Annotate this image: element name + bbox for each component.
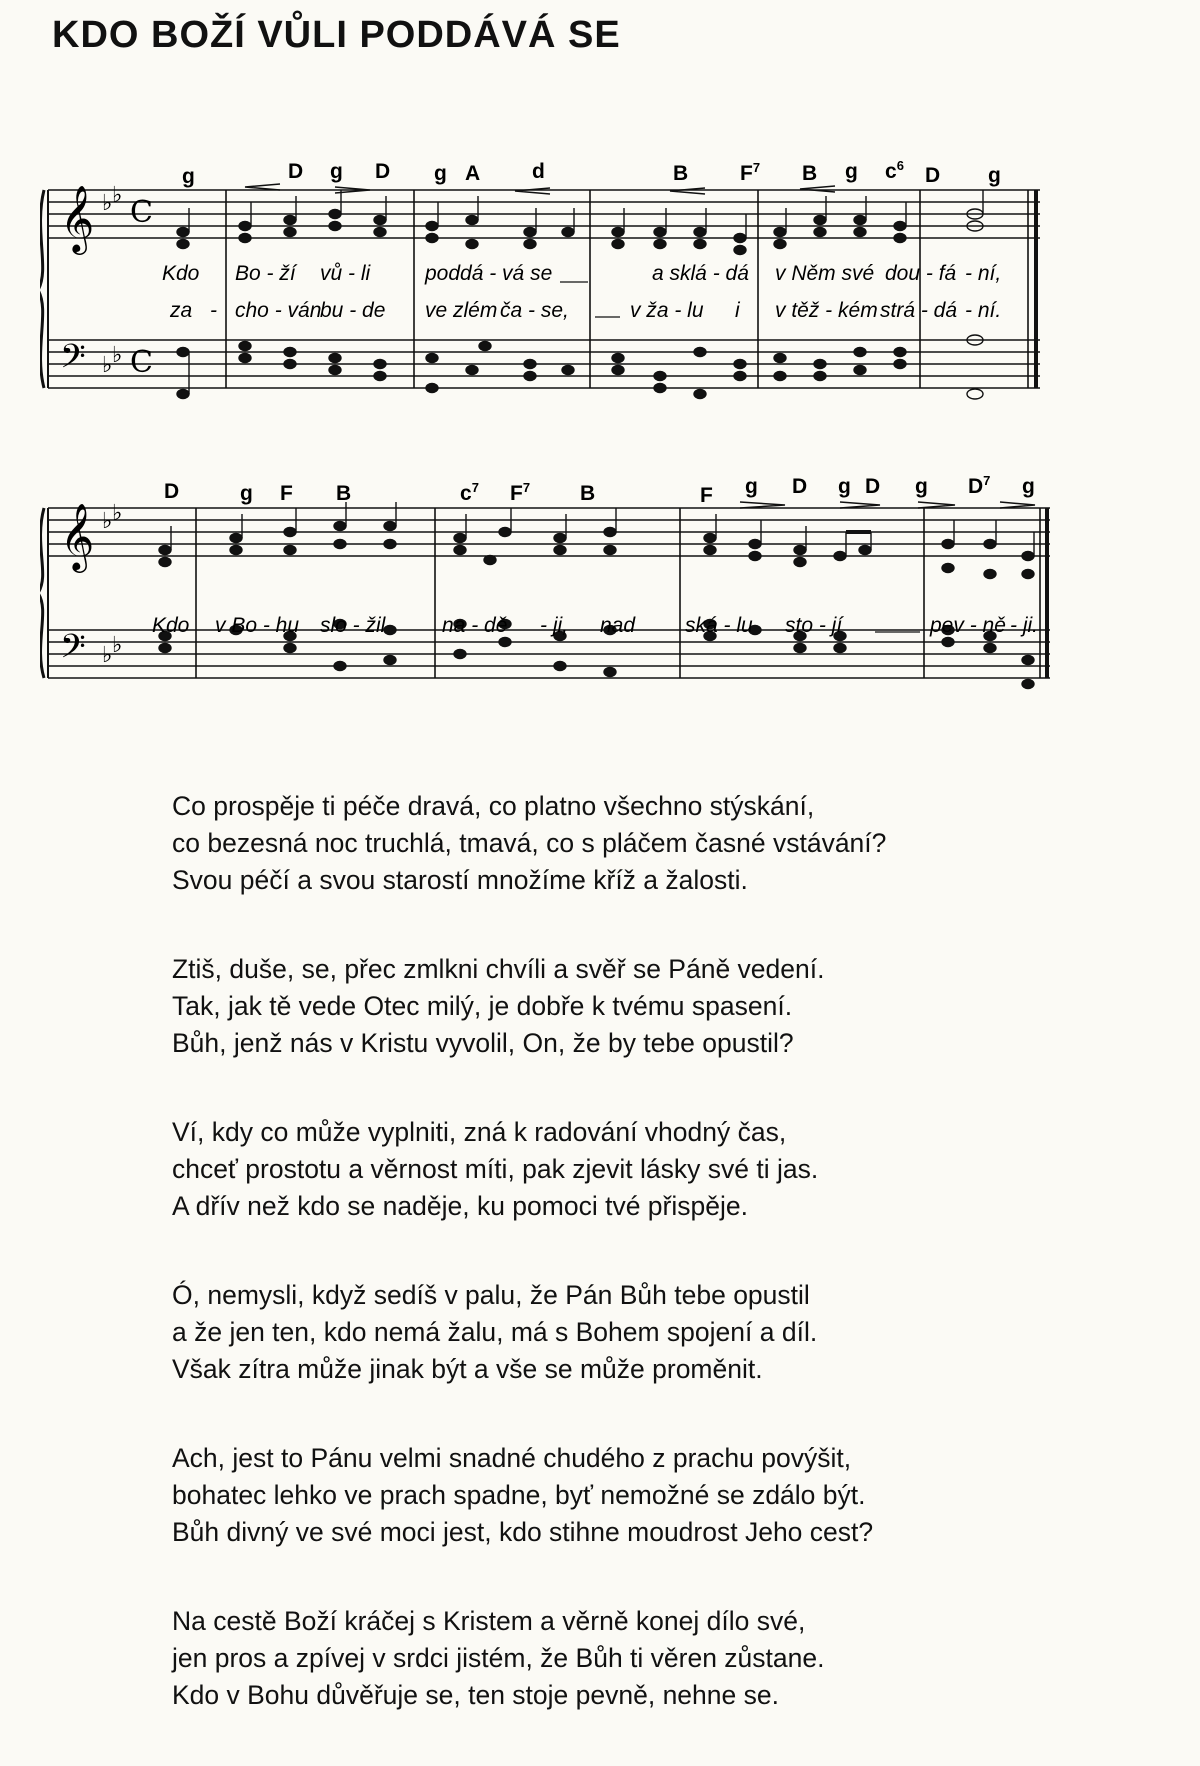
barlines xyxy=(226,190,1036,388)
flat-icon: ♭ xyxy=(102,191,113,216)
lyric: sto - jí xyxy=(785,614,843,637)
flat-icon: ♭ xyxy=(112,183,123,208)
lyric: strá - dá xyxy=(880,299,958,322)
verse-line: bohatec lehko ve prach spadne, byť nemožné se zdálo být. xyxy=(172,1480,866,1510)
treble-notes xyxy=(177,190,983,255)
chord: g xyxy=(240,482,253,505)
barlines xyxy=(196,508,1047,678)
lyric: v ža - lu xyxy=(630,299,704,322)
verses xyxy=(172,788,1132,1766)
lyric: ská - lu xyxy=(685,614,753,637)
verse-line: Ztiš, duše, se, přec zmlkni chvíli a svěř se Páně vedení. xyxy=(172,954,825,984)
lyric: i xyxy=(735,299,740,322)
verse-line: Ó, nemysli, když sedíš v palu, že Pán Bůh tebe opustil xyxy=(172,1280,810,1310)
chord: $c^6$ xyxy=(885,158,904,183)
verse-line: Co prospěje ti péče dravá, co platno všechno stýskání, xyxy=(172,791,815,821)
lyric: ča - se, xyxy=(500,299,569,322)
chord: B xyxy=(802,162,818,185)
lyric: - ní. xyxy=(965,299,1002,322)
verse xyxy=(172,788,1132,899)
verse-line: Ví, kdy co může vyplniti, zná k radování vhodný čas, xyxy=(172,1117,787,1147)
treble-staff xyxy=(48,190,1040,238)
lyric: dou - fá xyxy=(885,262,957,285)
flat-icon: ♭ xyxy=(112,633,123,658)
lyric: - ji, xyxy=(540,614,568,637)
flat-icon: ♭ xyxy=(102,643,113,668)
lyric: Kdo xyxy=(162,262,200,285)
chord: D xyxy=(164,480,180,503)
chord: $c^7$ xyxy=(460,480,479,505)
chord: g xyxy=(434,162,447,185)
verse xyxy=(172,1277,1132,1388)
verse xyxy=(172,1603,1132,1714)
lyric: ve zlém xyxy=(425,299,498,322)
time-signature-icon: C xyxy=(130,345,153,380)
score-system-1-svg xyxy=(40,150,1140,450)
chord: g xyxy=(330,160,343,183)
chord: D xyxy=(925,164,941,187)
treble-clef-icon: 𝄞 xyxy=(60,502,95,570)
bass-clef-icon: 𝄢 xyxy=(60,338,86,384)
treble-notes xyxy=(159,502,1034,579)
chord: D xyxy=(792,475,808,498)
bass-clef-icon: 𝄢 xyxy=(60,628,86,674)
verse xyxy=(172,1440,1132,1551)
verse-line: Bůh divný ve své moci jest, kdo stihne moudrost Jeho cest? xyxy=(172,1517,874,1547)
verse-line: Však zítra může jinak být a vše se může proměnit. xyxy=(172,1354,763,1384)
lyric: v Něm své xyxy=(775,262,875,285)
verse-line: Na cestě Boží kráčej s Kristem a věrně konej dílo své, xyxy=(172,1606,806,1636)
chord: d xyxy=(532,160,545,183)
flat-icon: ♭ xyxy=(112,501,123,526)
chord: D xyxy=(375,160,391,183)
brace xyxy=(40,508,44,678)
chord: B xyxy=(673,162,689,185)
bass-staff xyxy=(48,340,1040,388)
bass-staff xyxy=(48,630,1050,678)
chord: F xyxy=(280,482,293,505)
verse-line: Bůh, jenž nás v Kristu vyvolil, On, že by tebe opustil? xyxy=(172,1028,794,1058)
chord: g xyxy=(838,475,851,498)
lyric: a sklá - dá xyxy=(652,262,749,285)
chord: $F^7$ xyxy=(510,480,531,505)
flat-icon: ♭ xyxy=(102,353,113,378)
lyric: v Bo - hu xyxy=(215,614,300,637)
lyric: cho - ván xyxy=(235,299,322,322)
lyric: poddá - vá se xyxy=(425,262,553,285)
lyric: slo - žil xyxy=(320,614,386,637)
lyric: Bo - ží xyxy=(235,262,296,285)
lyric: - ji. xyxy=(1010,614,1038,637)
chord: g xyxy=(988,164,1001,187)
hairpins xyxy=(740,502,1035,508)
lyric: bu - de xyxy=(320,299,386,322)
time-signature-icon: C xyxy=(130,195,153,230)
chord: $D^7$ xyxy=(968,473,991,498)
chord: g xyxy=(1022,475,1035,498)
score-system-2-svg xyxy=(40,450,1140,740)
bass-notes xyxy=(177,335,983,399)
verse-line: jen pros a zpívej v srdci jistém, že Bůh ti věren zůstane. xyxy=(172,1643,825,1673)
lyric: v těž - kém xyxy=(775,299,878,322)
chord: $F^7$ xyxy=(740,160,761,185)
lyric: Kdo xyxy=(152,614,190,637)
flat-icon: ♭ xyxy=(102,509,113,534)
lyric: - ní, xyxy=(965,262,1002,285)
verse xyxy=(172,1114,1132,1225)
page-title: KDO BOŽÍ VŮLI PODDÁVÁ SE xyxy=(52,14,621,56)
verse-line: chceť prostotu a věrnost míti, pak zjevit lásky své ti jas. xyxy=(172,1154,819,1184)
verse-line: Tak, jak tě vede Otec milý, je dobře k tvému spasení. xyxy=(172,991,793,1021)
lyric: na - dě xyxy=(442,614,508,637)
lyric: nad xyxy=(600,614,636,637)
verse-line: a že jen ten, kdo nemá žalu, má s Bohem spojení a díl. xyxy=(172,1317,818,1347)
verse-line: Svou péčí a svou starostí množíme kříž a žalosti. xyxy=(172,865,748,895)
lyric: za xyxy=(170,299,193,322)
verse-line: co bezesná noc truchlá, tmavá, co s pláčem časné vstávání? xyxy=(172,828,887,858)
lyric: - xyxy=(210,299,217,322)
verse-line: A dřív než kdo se naděje, ku pomoci tvé přispěje. xyxy=(172,1191,748,1221)
treble-staff xyxy=(48,508,1050,556)
chord: g xyxy=(182,165,195,188)
score-system-2 xyxy=(40,450,1140,740)
chord: B xyxy=(336,482,352,505)
treble-clef-icon: 𝄞 xyxy=(60,184,95,252)
chord: D xyxy=(865,475,881,498)
verse-line: Ach, jest to Pánu velmi snadné chudého z prachu povýšit, xyxy=(172,1443,852,1473)
chord: g xyxy=(745,475,758,498)
flat-icon: ♭ xyxy=(112,343,123,368)
verse xyxy=(172,951,1132,1062)
lyric: vů - li xyxy=(320,262,371,285)
chord: B xyxy=(580,482,596,505)
verse-line: Kdo v Bohu důvěřuje se, ten stoje pevně, nehne se. xyxy=(172,1680,779,1710)
chord: A xyxy=(465,162,481,185)
chord: F xyxy=(700,484,713,507)
hairpins xyxy=(245,184,835,194)
chord: g xyxy=(845,160,858,183)
lyric: pev - ně xyxy=(930,614,1006,637)
brace xyxy=(40,190,44,388)
score-system-1 xyxy=(40,150,1140,450)
chord: D xyxy=(288,160,304,183)
chord: g xyxy=(915,475,928,498)
